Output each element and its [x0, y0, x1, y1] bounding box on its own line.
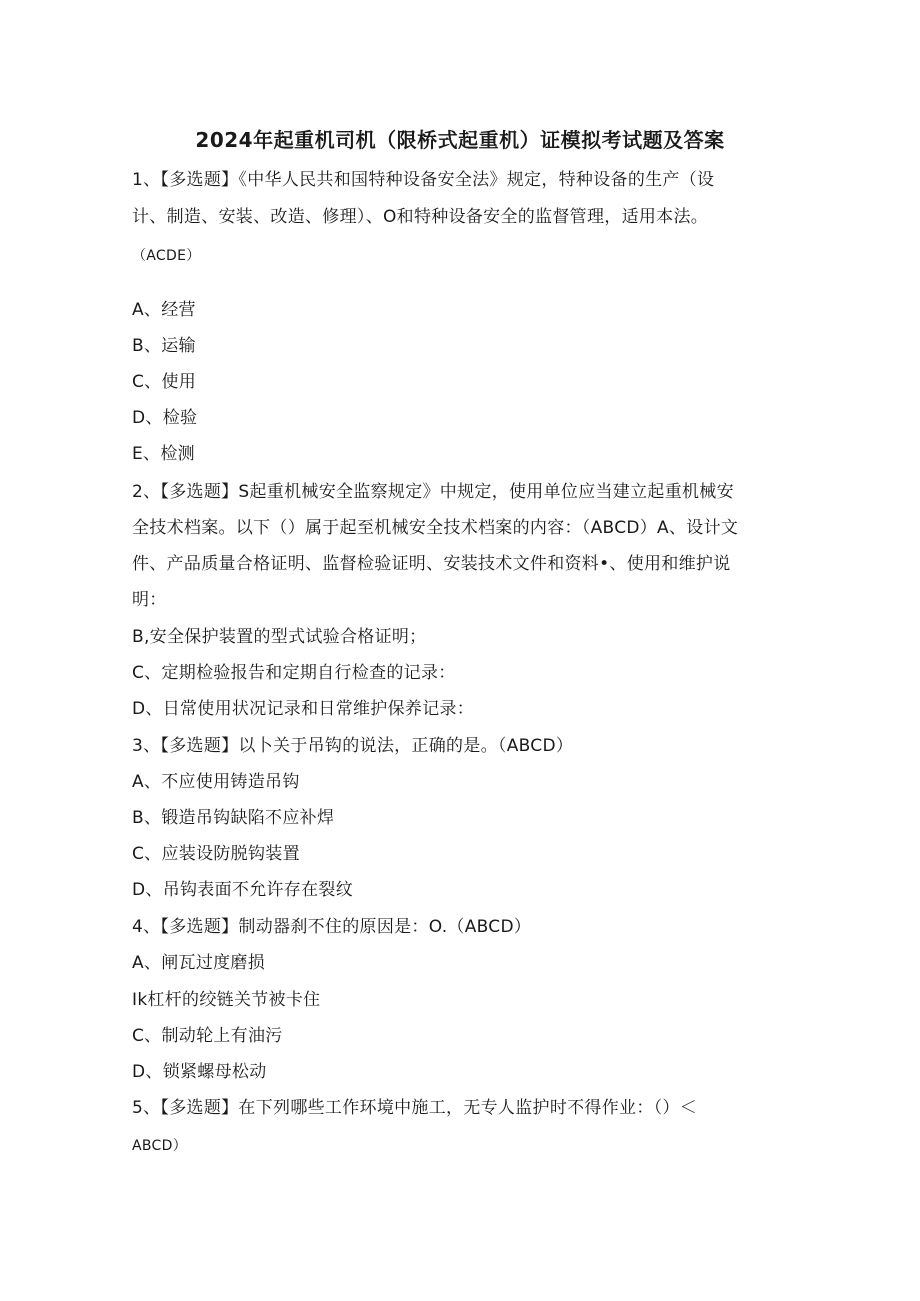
q2-option-b: B,安全保护装置的型式试验合格证明； [132, 627, 427, 647]
q3-option-c: C、应装设防脱钩装置 [132, 844, 300, 864]
q4-option-c: C、制动轮上有油污 [132, 1026, 283, 1046]
q3-option-d: D、吊钩表面不允许存在裂纹 [132, 880, 353, 900]
q2-option-c: C、定期检验报告和定期自行检查的记录： [132, 663, 456, 683]
q3-stem: 3、【多选题】以卜关于吊钩的说法，正确的是。（ABCD） [132, 736, 574, 756]
q2-stem-line-3: 件、产品质量合格证明、监督检验证明、安装技术文件和资料•、使用和维护说 [132, 554, 731, 574]
q5-stem-line-2: ABCD） [132, 1138, 187, 1154]
q4-option-a: A、闸瓦过度磨损 [132, 953, 266, 973]
q1-option-b: B、运输 [132, 336, 196, 356]
document-title: 2024年起重机司机（限桥式起重机）证模拟考试题及答案 [195, 128, 725, 152]
q4-option-d: D、锁紧螺母松动 [132, 1062, 267, 1082]
q1-option-a: A、经营 [132, 300, 196, 320]
q2-stem-line-4: 明： [132, 590, 167, 610]
q1-answer: （ACDE） [132, 248, 201, 264]
q1-stem-line-2: 计、制造、安装、改造、修理）、O和特种设备安全的监督管理，适用本法。 [132, 207, 709, 227]
q3-option-a: A、不应使用铸造吊钩 [132, 772, 300, 792]
q1-option-c: C、使用 [132, 372, 197, 392]
q2-stem-line-2: 全技术档案。以下（）属于起至机械安全技术档案的内容：（ABCD）A、设计文 [132, 518, 739, 538]
q1-option-e: E、检测 [132, 444, 195, 464]
q5-stem-line-1: 5、【多选题】在下列哪些工作环境中施工，无专人监护时不得作业：（）＜ [132, 1098, 698, 1118]
q1-stem-line-1: 1、【多选题】《中华人民共和国特种设备安全法》规定，特种设备的生产（设 [132, 170, 715, 190]
q4-stem: 4、【多选题】制动器刹不住的原因是：O.（ABCD） [132, 917, 532, 937]
q3-option-b: B、锻造吊钩缺陷不应补焊 [132, 808, 335, 828]
q2-stem-line-1: 2、【多选题】S起重机械安全监察规定》中规定，使用单位应当建立起重机械安 [132, 482, 734, 502]
q4-option-b: Ik杠杆的绞链关节被卡住 [132, 990, 321, 1010]
q2-option-d: D、日常使用状况记录和日常维护保养记录： [132, 699, 475, 719]
q1-option-d: D、检验 [132, 408, 198, 428]
